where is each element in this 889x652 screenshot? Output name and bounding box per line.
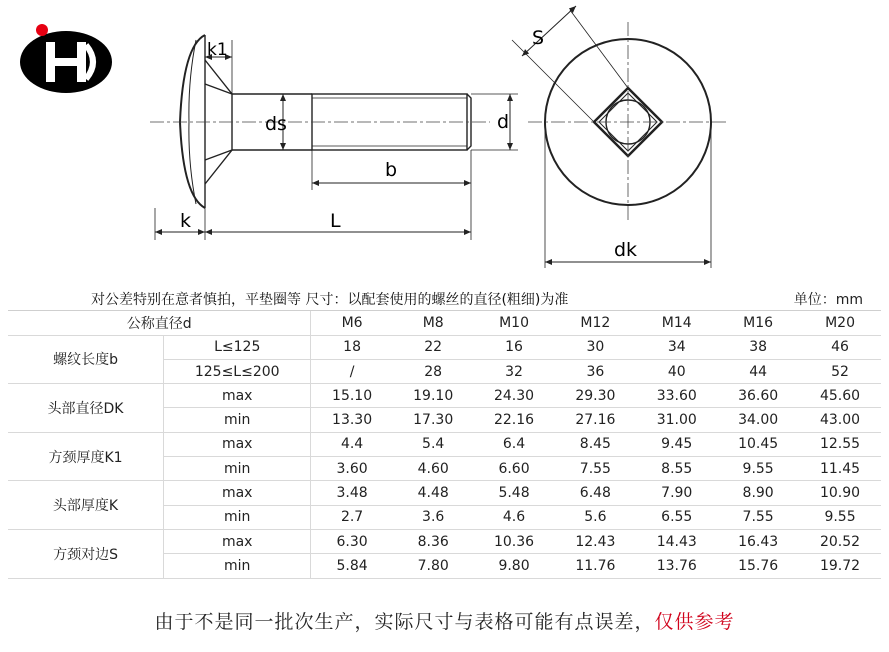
table-cell: 5.6 (554, 505, 636, 529)
table-cell: 4.6 (474, 505, 555, 529)
group-label: 方颈厚度K1 (8, 432, 164, 481)
table-cell: 3.6 (393, 505, 474, 529)
label-d: d (497, 111, 510, 133)
table-cell: 27.16 (554, 408, 636, 432)
table-row (8, 529, 881, 553)
note-row (8, 287, 881, 311)
table-cell: 11.45 (799, 457, 881, 481)
table-cell: 20.52 (799, 529, 881, 553)
row-sublabel: L≤125 (164, 335, 311, 359)
header-row (8, 311, 881, 335)
footer-text: 由于不是同一批次生产，实际尺寸与表格可能有点误差， (154, 611, 655, 633)
footer-highlight: 仅供参考 (654, 611, 735, 633)
header-label: 公称直径d (8, 311, 311, 335)
table-cell: 29.30 (554, 384, 636, 408)
table-cell: 22.16 (474, 408, 555, 432)
table-cell: 30 (554, 335, 636, 359)
table-cell: 8.36 (393, 529, 474, 553)
table-cell: 15.76 (717, 554, 799, 578)
row-sublabel: min (164, 457, 311, 481)
table-cell: 6.48 (554, 481, 636, 505)
table-cell: 5.48 (474, 481, 555, 505)
label-b: b (385, 159, 398, 181)
logo-red-dot (36, 24, 48, 36)
table-cell: 32 (474, 359, 555, 383)
size-header: M12 (554, 311, 636, 335)
size-header: M6 (311, 311, 393, 335)
label-L: L (330, 210, 341, 232)
table-cell: 8.55 (636, 457, 717, 481)
row-sublabel: min (164, 505, 311, 529)
table-row (8, 384, 881, 408)
bolt-front-view (528, 22, 728, 222)
table-cell: 9.55 (717, 457, 799, 481)
table-cell: 10.45 (717, 432, 799, 456)
size-header: M16 (717, 311, 799, 335)
row-sublabel: max (164, 481, 311, 505)
table-cell: 38 (717, 335, 799, 359)
table-cell: 28 (393, 359, 474, 383)
table-cell: 19.72 (799, 554, 881, 578)
table-cell: 10.90 (799, 481, 881, 505)
tolerance-note: 对公差特别在意者慎拍，平垫圈等 尺寸：以配套使用的螺丝的直径(粗细)为准 (8, 287, 717, 311)
row-sublabel: max (164, 384, 311, 408)
label-dk: dk (614, 239, 638, 261)
table-cell: 17.30 (393, 408, 474, 432)
table-cell: 12.43 (554, 529, 636, 553)
table-cell: 40 (636, 359, 717, 383)
table-cell: 9.55 (799, 505, 881, 529)
table-cell: 19.10 (393, 384, 474, 408)
table-cell: 13.30 (311, 408, 393, 432)
table-cell: 33.60 (636, 384, 717, 408)
table-cell: 12.55 (799, 432, 881, 456)
table-row (8, 481, 881, 505)
table-cell: 16 (474, 335, 555, 359)
table-cell: 24.30 (474, 384, 555, 408)
row-sublabel: max (164, 529, 311, 553)
table-cell: 4.60 (393, 457, 474, 481)
table-cell: 15.10 (311, 384, 393, 408)
table-cell: 22 (393, 335, 474, 359)
table-cell: 6.60 (474, 457, 555, 481)
label-k1: k1 (207, 40, 228, 60)
table-cell: 3.48 (311, 481, 393, 505)
table-cell: 2.7 (311, 505, 393, 529)
brand-logo (20, 24, 112, 93)
footer-disclaimer (0, 607, 889, 634)
group-label: 方颈对边S (8, 529, 164, 578)
row-sublabel: min (164, 554, 311, 578)
table-cell: 46 (799, 335, 881, 359)
row-sublabel: max (164, 432, 311, 456)
size-header: M14 (636, 311, 717, 335)
table-cell: 34 (636, 335, 717, 359)
label-ds: ds (265, 113, 287, 135)
table-cell: 45.60 (799, 384, 881, 408)
table-cell: 10.36 (474, 529, 555, 553)
label-S: S (532, 27, 545, 49)
group-label: 螺纹长度b (8, 335, 164, 384)
table-cell: 7.80 (393, 554, 474, 578)
spec-table (8, 287, 881, 579)
table-cell: 6.55 (636, 505, 717, 529)
table-cell: 9.80 (474, 554, 555, 578)
table-cell: / (311, 359, 393, 383)
table-cell: 16.43 (717, 529, 799, 553)
table-cell: 9.45 (636, 432, 717, 456)
table-cell: 8.45 (554, 432, 636, 456)
table-cell: 6.4 (474, 432, 555, 456)
group-label: 头部直径DK (8, 384, 164, 433)
unit-label: 单位：mm (717, 287, 881, 311)
table-cell: 7.90 (636, 481, 717, 505)
table-cell: 36.60 (717, 384, 799, 408)
table-cell: 8.90 (717, 481, 799, 505)
table-cell: 44 (717, 359, 799, 383)
table-cell: 3.60 (311, 457, 393, 481)
row-sublabel: min (164, 408, 311, 432)
table-cell: 7.55 (554, 457, 636, 481)
table-cell: 4.4 (311, 432, 393, 456)
size-header: M8 (393, 311, 474, 335)
bolt-side-view (180, 35, 471, 208)
table-cell: 31.00 (636, 408, 717, 432)
table-cell: 36 (554, 359, 636, 383)
size-header: M10 (474, 311, 555, 335)
label-k: k (180, 210, 192, 232)
table-cell: 4.48 (393, 481, 474, 505)
table-cell: 43.00 (799, 408, 881, 432)
size-header: M20 (799, 311, 881, 335)
carriage-bolt-drawing (0, 0, 889, 285)
table-cell: 11.76 (554, 554, 636, 578)
table-cell: 14.43 (636, 529, 717, 553)
table-cell: 7.55 (717, 505, 799, 529)
table-cell: 52 (799, 359, 881, 383)
group-label: 头部厚度K (8, 481, 164, 530)
table-cell: 5.84 (311, 554, 393, 578)
table-cell: 34.00 (717, 408, 799, 432)
table-cell: 6.30 (311, 529, 393, 553)
table-cell: 13.76 (636, 554, 717, 578)
table-cell: 5.4 (393, 432, 474, 456)
table-cell: 18 (311, 335, 393, 359)
table-row (8, 335, 881, 359)
table-row (8, 432, 881, 456)
row-sublabel: 125≤L≤200 (164, 359, 311, 383)
